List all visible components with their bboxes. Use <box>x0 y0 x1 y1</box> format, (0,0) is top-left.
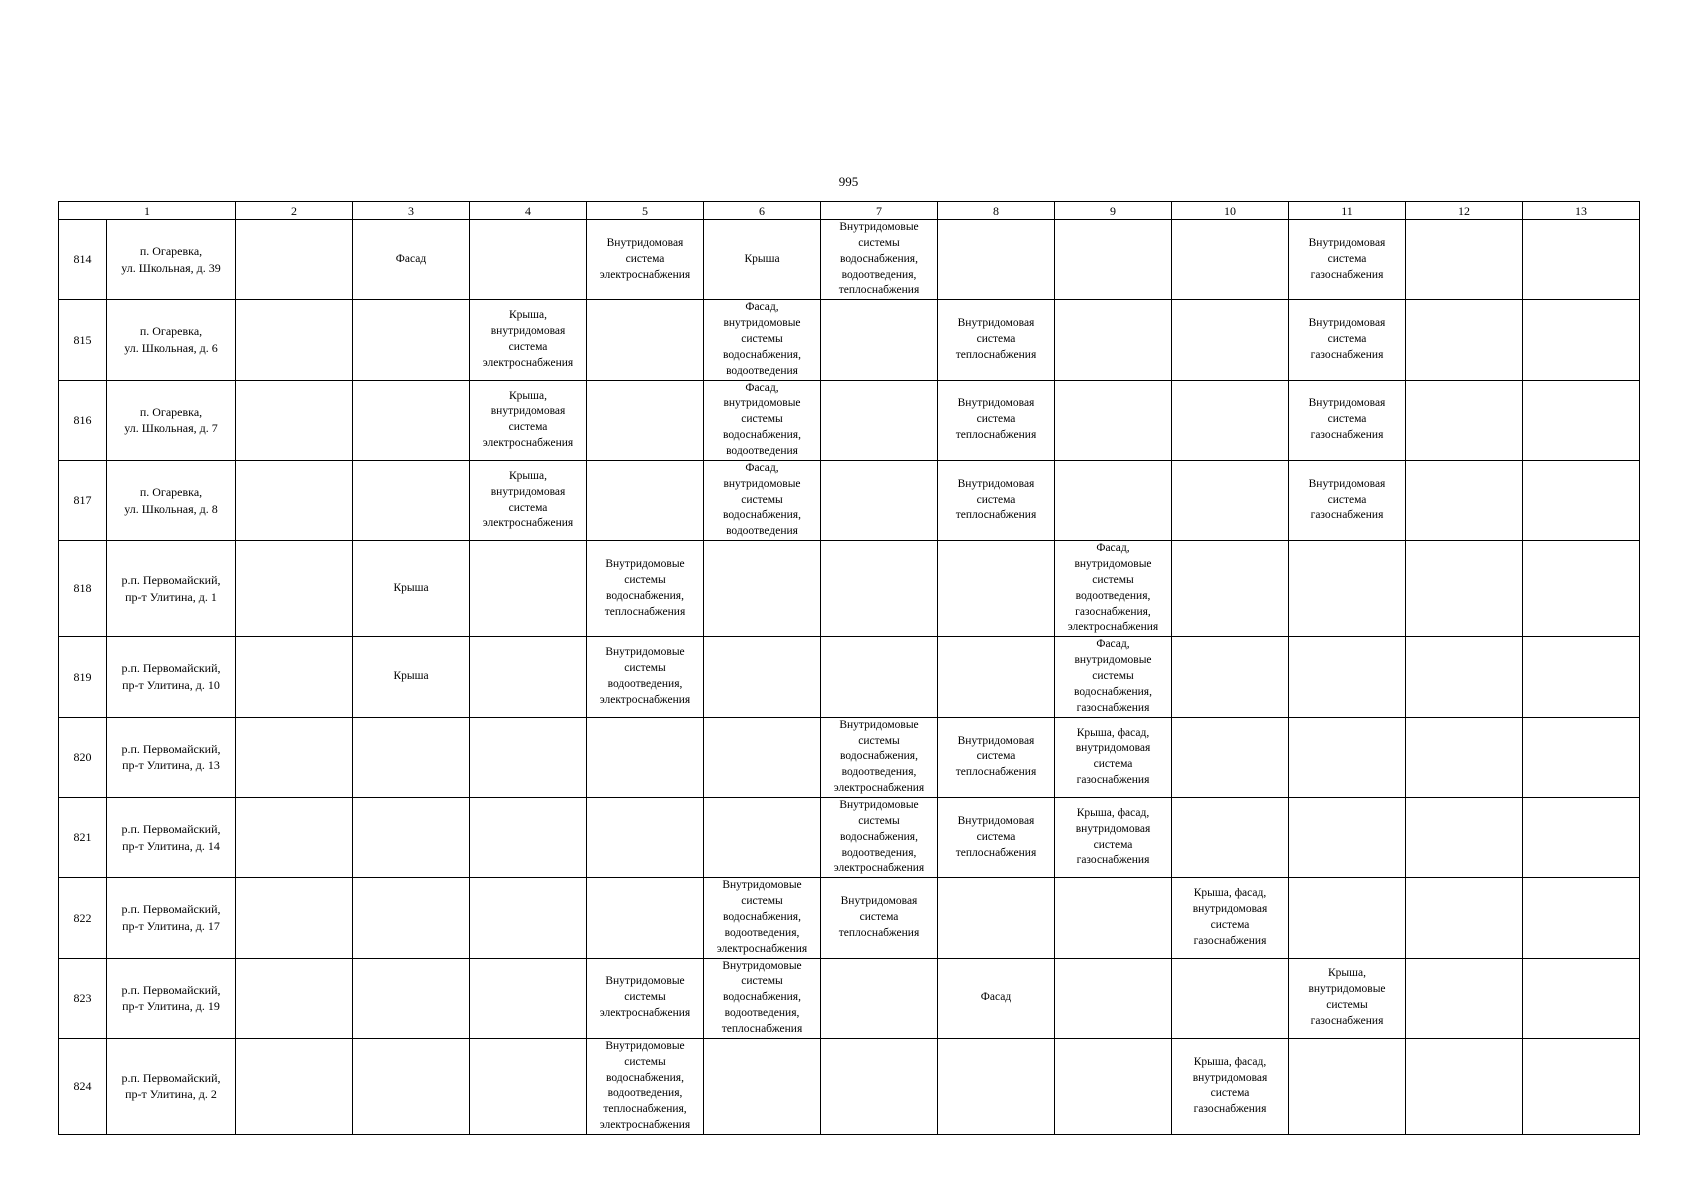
work-cell-col-9 <box>1055 1038 1172 1134</box>
work-cell-col-10: Крыша, фасад, внутридомовая система газоснабжения <box>1172 1038 1289 1134</box>
work-cell-col-13 <box>1523 958 1640 1038</box>
work-cell-col-7 <box>821 958 938 1038</box>
work-cell-col-13 <box>1523 1038 1640 1134</box>
work-cell-col-12 <box>1406 878 1523 958</box>
column-header: 13 <box>1523 202 1640 220</box>
table-row <box>59 1038 1640 1134</box>
work-cell-col-2 <box>236 797 353 877</box>
address-cell: р.п. Первомайский, пр-т Улитина, д. 2 <box>107 1038 236 1134</box>
work-cell-col-8: Внутридомовая система теплоснабжения <box>938 380 1055 460</box>
work-cell-col-6 <box>704 797 821 877</box>
work-cell-col-5: Внутридомовые системы водоснабжения, теплоснабжения <box>587 541 704 637</box>
row-number: 823 <box>59 958 107 1038</box>
work-cell-col-12 <box>1406 637 1523 717</box>
work-cell-col-8 <box>938 541 1055 637</box>
work-cell-col-8: Внутридомовая система теплоснабжения <box>938 300 1055 380</box>
work-cell-col-10: Крыша, фасад, внутридомовая система газоснабжения <box>1172 878 1289 958</box>
work-cell-col-13 <box>1523 797 1640 877</box>
work-cell-col-10 <box>1172 958 1289 1038</box>
work-cell-col-10 <box>1172 220 1289 300</box>
table-row <box>59 541 1640 637</box>
work-cell-col-11: Внутридомовая система газоснабжения <box>1289 220 1406 300</box>
work-cell-col-4: Крыша, внутридомовая система электроснабжения <box>470 300 587 380</box>
page-number: 995 <box>838 174 859 189</box>
work-cell-col-10 <box>1172 717 1289 797</box>
work-cell-col-6 <box>704 637 821 717</box>
work-cell-col-5 <box>587 878 704 958</box>
work-cell-col-11: Внутридомовая система газоснабжения <box>1289 300 1406 380</box>
column-header: 6 <box>704 202 821 220</box>
work-cell-col-7: Внутридомовая система теплоснабжения <box>821 878 938 958</box>
work-cell-col-11 <box>1289 637 1406 717</box>
work-cell-col-6: Внутридомовые системы водоснабжения, водоотведения, электроснабжения <box>704 878 821 958</box>
work-cell-col-5: Внутридомовые системы водоотведения, электроснабжения <box>587 637 704 717</box>
work-cell-col-3 <box>353 878 470 958</box>
work-cell-col-10 <box>1172 460 1289 540</box>
work-cell-col-12 <box>1406 797 1523 877</box>
work-cell-col-2 <box>236 878 353 958</box>
work-cell-col-9 <box>1055 220 1172 300</box>
work-cell-col-9: Крыша, фасад, внутридомовая система газоснабжения <box>1055 797 1172 877</box>
table-body <box>59 220 1640 1135</box>
work-cell-col-8 <box>938 878 1055 958</box>
work-cell-col-5: Внутридомовые системы водоснабжения, водоотведения, теплоснабжения, электроснабжения <box>587 1038 704 1134</box>
work-cell-col-2 <box>236 1038 353 1134</box>
work-cell-col-11 <box>1289 717 1406 797</box>
work-cell-col-6: Фасад, внутридомовые системы водоснабжения, водоотведения <box>704 380 821 460</box>
work-cell-col-3: Крыша <box>353 637 470 717</box>
work-cell-col-9 <box>1055 958 1172 1038</box>
work-cell-col-8: Фасад <box>938 958 1055 1038</box>
work-cell-col-10 <box>1172 300 1289 380</box>
work-cell-col-12 <box>1406 380 1523 460</box>
work-cell-col-8: Внутридомовая система теплоснабжения <box>938 797 1055 877</box>
row-number: 814 <box>59 220 107 300</box>
row-number: 819 <box>59 637 107 717</box>
work-cell-col-8 <box>938 1038 1055 1134</box>
work-cell-col-7: Внутридомовые системы водоснабжения, водоотведения, электроснабжения <box>821 717 938 797</box>
row-number: 822 <box>59 878 107 958</box>
work-cell-col-9: Крыша, фасад, внутридомовая система газоснабжения <box>1055 717 1172 797</box>
table-row <box>59 958 1640 1038</box>
column-header: 10 <box>1172 202 1289 220</box>
column-header: 4 <box>470 202 587 220</box>
work-cell-col-7 <box>821 1038 938 1134</box>
work-cell-col-12 <box>1406 1038 1523 1134</box>
work-cell-col-11 <box>1289 1038 1406 1134</box>
work-cell-col-4: Крыша, внутридомовая система электроснабжения <box>470 380 587 460</box>
address-cell: р.п. Первомайский, пр-т Улитина, д. 10 <box>107 637 236 717</box>
work-cell-col-13 <box>1523 717 1640 797</box>
work-cell-col-7: Внутридомовые системы водоснабжения, водоотведения, теплоснабжения <box>821 220 938 300</box>
table-row <box>59 717 1640 797</box>
column-header: 9 <box>1055 202 1172 220</box>
work-cell-col-4 <box>470 541 587 637</box>
address-cell: р.п. Первомайский, пр-т Улитина, д. 17 <box>107 878 236 958</box>
work-cell-col-7 <box>821 541 938 637</box>
address-cell: п. Огаревка, ул. Школьная, д. 8 <box>107 460 236 540</box>
work-cell-col-3 <box>353 717 470 797</box>
work-cell-col-6: Фасад, внутридомовые системы водоснабжения, водоотведения <box>704 460 821 540</box>
work-cell-col-8: Внутридомовая система теплоснабжения <box>938 460 1055 540</box>
row-number: 816 <box>59 380 107 460</box>
table-row <box>59 460 1640 540</box>
work-cell-col-10 <box>1172 541 1289 637</box>
work-cell-col-12 <box>1406 958 1523 1038</box>
column-header: 7 <box>821 202 938 220</box>
work-cell-col-9 <box>1055 878 1172 958</box>
work-cell-col-6 <box>704 541 821 637</box>
address-cell: р.п. Первомайский, пр-т Улитина, д. 13 <box>107 717 236 797</box>
row-number: 821 <box>59 797 107 877</box>
work-cell-col-2 <box>236 541 353 637</box>
address-cell: р.п. Первомайский, пр-т Улитина, д. 14 <box>107 797 236 877</box>
address-cell: р.п. Первомайский, пр-т Улитина, д. 19 <box>107 958 236 1038</box>
column-header: 1 <box>59 202 236 220</box>
work-cell-col-2 <box>236 717 353 797</box>
work-cell-col-6: Крыша <box>704 220 821 300</box>
work-cell-col-2 <box>236 300 353 380</box>
work-cell-col-11 <box>1289 541 1406 637</box>
work-cell-col-10 <box>1172 637 1289 717</box>
work-cell-col-4 <box>470 220 587 300</box>
work-cell-col-13 <box>1523 637 1640 717</box>
table-row <box>59 637 1640 717</box>
work-cell-col-11: Внутридомовая система газоснабжения <box>1289 460 1406 540</box>
work-cell-col-4 <box>470 797 587 877</box>
work-cell-col-6: Внутридомовые системы водоснабжения, водоотведения, теплоснабжения <box>704 958 821 1038</box>
work-cell-col-6 <box>704 1038 821 1134</box>
address-cell: п. Огаревка, ул. Школьная, д. 6 <box>107 300 236 380</box>
work-cell-col-5 <box>587 797 704 877</box>
table-row <box>59 300 1640 380</box>
work-cell-col-12 <box>1406 717 1523 797</box>
work-cell-col-5 <box>587 460 704 540</box>
work-cell-col-7: Внутридомовые системы водоснабжения, водоотведения, электроснабжения <box>821 797 938 877</box>
row-number: 817 <box>59 460 107 540</box>
work-cell-col-4 <box>470 958 587 1038</box>
address-cell: р.п. Первомайский, пр-т Улитина, д. 1 <box>107 541 236 637</box>
row-number: 824 <box>59 1038 107 1134</box>
work-cell-col-12 <box>1406 541 1523 637</box>
work-cell-col-7 <box>821 300 938 380</box>
table-row <box>59 380 1640 460</box>
work-cell-col-9: Фасад, внутридомовые системы водоотведения, газоснабжения, электроснабжения <box>1055 541 1172 637</box>
work-cell-col-6 <box>704 717 821 797</box>
work-cell-col-7 <box>821 460 938 540</box>
column-header: 2 <box>236 202 353 220</box>
work-cell-col-8 <box>938 220 1055 300</box>
table-row <box>59 220 1640 300</box>
work-cell-col-10 <box>1172 797 1289 877</box>
row-number: 820 <box>59 717 107 797</box>
column-header: 11 <box>1289 202 1406 220</box>
address-cell: п. Огаревка, ул. Школьная, д. 39 <box>107 220 236 300</box>
work-cell-col-5 <box>587 717 704 797</box>
work-cell-col-4 <box>470 637 587 717</box>
work-cell-col-2 <box>236 958 353 1038</box>
work-cell-col-5: Внутридомовая система электроснабжения <box>587 220 704 300</box>
work-cell-col-4: Крыша, внутридомовая система электроснабжения <box>470 460 587 540</box>
work-cell-col-13 <box>1523 380 1640 460</box>
work-cell-col-13 <box>1523 460 1640 540</box>
work-cell-col-10 <box>1172 380 1289 460</box>
work-cell-col-9 <box>1055 460 1172 540</box>
work-cell-col-12 <box>1406 300 1523 380</box>
work-cell-col-13 <box>1523 220 1640 300</box>
work-cell-col-13 <box>1523 541 1640 637</box>
work-cell-col-3: Фасад <box>353 220 470 300</box>
work-cell-col-11: Крыша, внутридомовые системы газоснабжения <box>1289 958 1406 1038</box>
column-header: 3 <box>353 202 470 220</box>
work-cell-col-3 <box>353 300 470 380</box>
work-cell-col-11 <box>1289 878 1406 958</box>
work-cell-col-3 <box>353 1038 470 1134</box>
work-cell-col-8 <box>938 637 1055 717</box>
work-cell-col-2 <box>236 637 353 717</box>
work-cell-col-5 <box>587 380 704 460</box>
work-cell-col-13 <box>1523 878 1640 958</box>
work-cell-col-5 <box>587 300 704 380</box>
work-cell-col-7 <box>821 637 938 717</box>
work-cell-col-3 <box>353 797 470 877</box>
work-cell-col-2 <box>236 220 353 300</box>
work-cell-col-3: Крыша <box>353 541 470 637</box>
work-cell-col-2 <box>236 460 353 540</box>
column-header: 12 <box>1406 202 1523 220</box>
work-cell-col-11 <box>1289 797 1406 877</box>
table-row <box>59 878 1640 958</box>
row-number: 815 <box>59 300 107 380</box>
column-number-header-row <box>59 202 1640 220</box>
work-cell-col-11: Внутридомовая система газоснабжения <box>1289 380 1406 460</box>
table-row <box>59 797 1640 877</box>
work-cell-col-4 <box>470 717 587 797</box>
repair-schedule-table <box>58 201 1640 1135</box>
work-cell-col-4 <box>470 878 587 958</box>
row-number: 818 <box>59 541 107 637</box>
work-cell-col-5: Внутридомовые системы электроснабжения <box>587 958 704 1038</box>
work-cell-col-8: Внутридомовая система теплоснабжения <box>938 717 1055 797</box>
address-cell: п. Огаревка, ул. Школьная, д. 7 <box>107 380 236 460</box>
work-cell-col-4 <box>470 1038 587 1134</box>
work-cell-col-13 <box>1523 300 1640 380</box>
work-cell-col-12 <box>1406 460 1523 540</box>
work-cell-col-3 <box>353 460 470 540</box>
work-cell-col-9 <box>1055 380 1172 460</box>
work-cell-col-2 <box>236 380 353 460</box>
work-cell-col-6: Фасад, внутридомовые системы водоснабжения, водоотведения <box>704 300 821 380</box>
work-cell-col-9 <box>1055 300 1172 380</box>
column-header: 5 <box>587 202 704 220</box>
work-cell-col-3 <box>353 958 470 1038</box>
work-cell-col-7 <box>821 380 938 460</box>
work-cell-col-9: Фасад, внутридомовые системы водоснабжения, газоснабжения <box>1055 637 1172 717</box>
work-cell-col-3 <box>353 380 470 460</box>
column-header: 8 <box>938 202 1055 220</box>
work-cell-col-12 <box>1406 220 1523 300</box>
